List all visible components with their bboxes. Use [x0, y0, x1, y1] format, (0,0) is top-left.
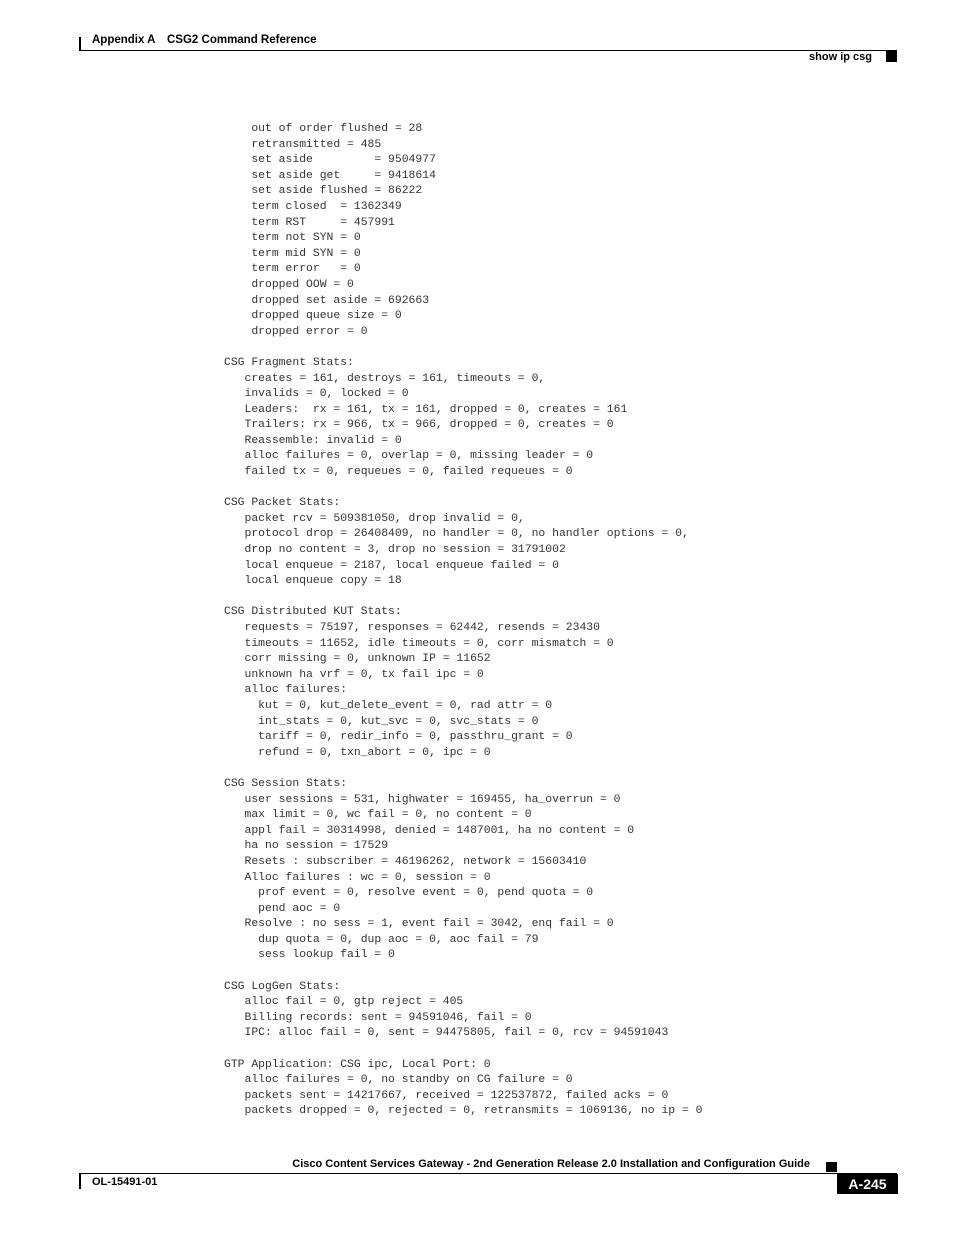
- footer-doc-number: OL-15491-01: [92, 1176, 158, 1188]
- output-line: int_stats = 0, kut_svc = 0, svc_stats = 0: [224, 715, 539, 728]
- output-line: out of order flushed = 28: [224, 123, 423, 135]
- output-line: dropped OOW = 0: [224, 278, 354, 291]
- output-line: packets sent = 14217667, received = 122537872, failed acks = 0: [224, 1089, 669, 1102]
- output-line: unknown ha vrf = 0, tx fail ipc = 0: [224, 668, 484, 681]
- output-line: CSG Session Stats:: [224, 777, 348, 790]
- output-line: term RST = 457991: [224, 216, 395, 229]
- output-line: alloc failures = 0, overlap = 0, missing leader = 0: [224, 450, 594, 463]
- output-line: packets dropped = 0, rejected = 0, retransmits = 1069136, no ip = 0: [224, 1105, 703, 1118]
- output-line: drop no content = 3, drop no session = 31791002: [224, 544, 566, 557]
- output-line: CSG Packet Stats:: [224, 497, 341, 510]
- output-line: max limit = 0, wc fail = 0, no content = 0: [224, 809, 532, 822]
- output-line: pend aoc = 0: [224, 902, 341, 915]
- output-line: dropped error = 0: [224, 325, 368, 338]
- output-line: Reassemble: invalid = 0: [224, 434, 402, 447]
- output-line: set aside get = 9418614: [224, 169, 436, 182]
- output-line: ha no session = 17529: [224, 840, 389, 853]
- output-line: invalids = 0, locked = 0: [224, 388, 409, 401]
- header-chapter-title: CSG2 Command Reference: [167, 34, 317, 46]
- output-line: term error = 0: [224, 263, 361, 276]
- output-line: Trailers: rx = 966, tx = 966, dropped = 0, creates = 0: [224, 419, 614, 432]
- output-line: requests = 75197, responses = 62442, resends = 23430: [224, 622, 600, 634]
- output-line: tariff = 0, redir_info = 0, passthru_grant = 0: [224, 731, 573, 744]
- output-line: alloc fail = 0, gtp reject = 405: [224, 996, 464, 1009]
- page-number: A-245: [837, 1174, 898, 1194]
- output-line: CSG LogGen Stats:: [224, 980, 341, 993]
- output-line: timeouts = 11652, idle timeouts = 0, corr mismatch = 0: [224, 637, 614, 650]
- output-line: kut = 0, kut_delete_event = 0, rad attr = 0: [224, 699, 553, 712]
- output-line: CSG Fragment Stats:: [224, 356, 354, 369]
- footer-guide-title: Cisco Content Services Gateway - 2nd Generation Release 2.0 Installation and Configuration Guide: [292, 1158, 810, 1170]
- output-line: dropped set aside = 692663: [224, 294, 430, 307]
- output-line: IPC: alloc fail = 0, sent = 94475805, fail = 0, rcv = 94591043: [224, 1027, 669, 1040]
- output-line: Leaders: rx = 161, tx = 161, dropped = 0, creates = 161: [224, 403, 628, 416]
- output-line: dup quota = 0, dup aoc = 0, aoc fail = 79: [224, 933, 539, 946]
- output-line: local enqueue copy = 18: [224, 575, 402, 588]
- footer-marker: [826, 1162, 837, 1172]
- output-line: protocol drop = 26408409, no handler = 0, no handler options = 0,: [224, 528, 689, 541]
- output-line: prof event = 0, resolve event = 0, pend quota = 0: [224, 887, 594, 900]
- header-section-title: show ip csg: [809, 51, 872, 63]
- output-line: packet rcv = 509381050, drop invalid = 0,: [224, 512, 525, 525]
- command-output: [224, 122, 703, 1120]
- output-line: Resets : subscriber = 46196262, network = 15603410: [224, 855, 587, 868]
- header-rule: [79, 50, 897, 51]
- output-line: alloc failures = 0, no standby on CG failure = 0: [224, 1074, 573, 1087]
- header-appendix: Appendix A: [92, 34, 156, 46]
- footer-rule: [79, 1173, 897, 1174]
- output-line: creates = 161, destroys = 161, timeouts = 0,: [224, 372, 546, 385]
- output-line: term mid SYN = 0: [224, 247, 361, 260]
- output-line: CSG Distributed KUT Stats:: [224, 606, 402, 619]
- output-line: Alloc failures : wc = 0, session = 0: [224, 871, 491, 884]
- output-line: term not SYN = 0: [224, 232, 361, 245]
- output-line: failed tx = 0, requeues = 0, failed requeues = 0: [224, 466, 573, 479]
- header-marker: [886, 51, 897, 62]
- output-line: appl fail = 30314998, denied = 1487001, ha no content = 0: [224, 824, 635, 837]
- output-line: retransmitted = 485: [224, 138, 382, 151]
- output-line: dropped queue size = 0: [224, 310, 402, 323]
- output-line: alloc failures:: [224, 684, 348, 697]
- output-line: set aside = 9504977: [224, 154, 436, 167]
- output-line: user sessions = 531, highwater = 169455, ha_overrun = 0: [224, 793, 621, 806]
- header-left-bar: [79, 37, 81, 51]
- output-line: term closed = 1362349: [224, 200, 402, 213]
- output-line: GTP Application: CSG ipc, Local Port: 0: [224, 1058, 491, 1071]
- output-line: local enqueue = 2187, local enqueue failed = 0: [224, 559, 559, 572]
- output-line: corr missing = 0, unknown IP = 11652: [224, 653, 491, 666]
- output-line: Billing records: sent = 94591046, fail = 0: [224, 1011, 532, 1024]
- output-line: sess lookup fail = 0: [224, 949, 395, 962]
- output-line: Resolve : no sess = 1, event fail = 3042, enq fail = 0: [224, 918, 614, 931]
- footer-left-bar: [79, 1173, 81, 1189]
- output-line: set aside flushed = 86222: [224, 185, 423, 198]
- output-line: refund = 0, txn_abort = 0, ipc = 0: [224, 746, 491, 759]
